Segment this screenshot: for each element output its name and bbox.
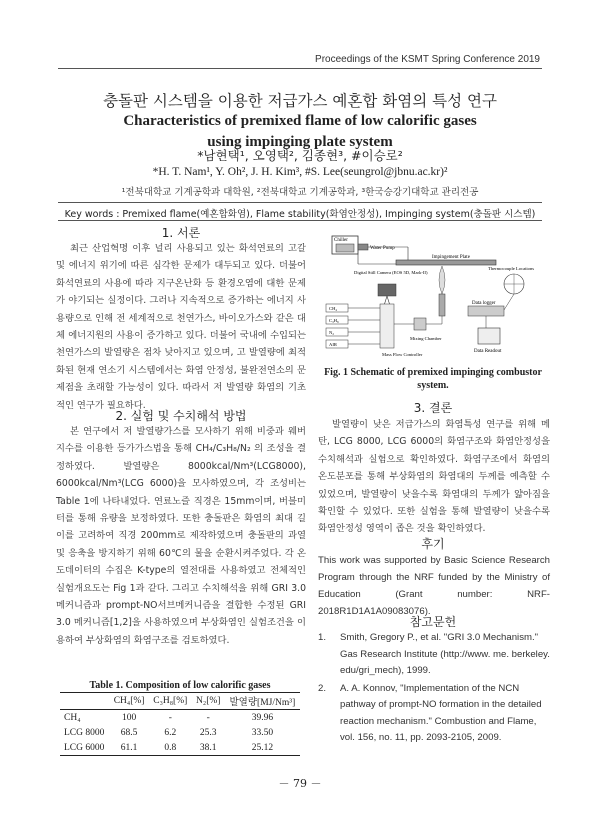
page-number: － 79 － <box>278 777 322 790</box>
gas-c3h8-label: C₃H₈ <box>329 318 339 323</box>
table-cell: 61.1 <box>109 740 149 756</box>
burner-nozzle <box>439 294 445 316</box>
keywords: Key words : Premixed flame(예혼합화염), Flame stability(화염안정성), Impinging system(충돌판 시스템) <box>64 209 536 220</box>
table-caption: Table 1. Composition of low calorific gases <box>89 680 271 691</box>
reference-text: A. A. Konnov, "Implementation of the NCN pathway of prompt-NO formation in the detailed reaction mechanism." Combustion and Flame, vol. 156, no. 11, pp. 2093-2105, 2009. <box>340 682 542 743</box>
section-conclusion-heading: 3. 결론 <box>413 401 453 415</box>
reference-item <box>318 681 550 747</box>
title-english-line1: Characteristics of premixed flame of low calorific gases <box>123 113 477 129</box>
table-cell: - <box>206 712 210 723</box>
data-readout-label: Data Readout <box>474 349 502 354</box>
camera-label: Digital Still Camera (EOS 5D, Mark-II) <box>354 270 428 275</box>
table-header-cell <box>60 693 109 710</box>
table-cell: 25.12 <box>225 740 300 756</box>
table-cell: LCG 8000 <box>64 727 105 738</box>
readout-monitor <box>478 328 500 344</box>
table-cell: 6.2 <box>164 727 177 738</box>
reference-item <box>318 630 550 680</box>
section-intro-heading: 1. 서론 <box>161 226 201 240</box>
section-method-heading: 2. 실험 및 수치해석 방법 <box>115 409 247 423</box>
flame <box>439 266 445 294</box>
reference-number: 2. <box>318 682 327 694</box>
affiliations: ¹전북대학교 기계공학과 대학원, ²전북대학교 기계공학과, ³한국승강기대학교 관리전공 <box>121 187 479 198</box>
conference-header: Proceedings of the KSMT Spring Conference 2019 <box>315 54 540 65</box>
gas-ch4-label: CH₄ <box>329 306 337 311</box>
water-pump-label: Water Pump <box>370 246 395 251</box>
mixing-chamber <box>414 318 426 330</box>
impingement-plate <box>396 260 496 265</box>
data-logger-label: Data logger <box>472 301 496 306</box>
section-method-body <box>56 423 306 649</box>
table-cell: LCG 6000 <box>60 740 109 756</box>
section-ack-heading: 후기 <box>421 537 445 551</box>
composition-table <box>60 692 300 756</box>
reference-number: 1. <box>318 632 327 643</box>
table-cell: 38.1 <box>192 740 225 756</box>
table-header-cell: 발열량[MJ/Nm³] <box>225 693 300 710</box>
table-cell: 100 <box>121 712 137 723</box>
header-rule <box>58 68 542 69</box>
chiller-label: Chiller <box>334 238 348 243</box>
table-row <box>60 710 300 726</box>
table-header-row <box>60 693 300 710</box>
table-cell: 0.8 <box>149 740 192 756</box>
mfc-label: Mass Flow Controller <box>382 352 423 357</box>
method-paragraph: 본 연구에서 저 발열량가스를 모사하기 위해 비중과 웨버지수를 이용한 등가가스법을 통해 CH₄/C₃H₈/N₂ 의 조성을 결정하였다. 발열량은 8000kcal/Nm³(LCG8000), 6000kcal/Nm³(LCG 6000)을 모사하였으며, 각 조성비는 Table 1에 나타내었다. 연료노즐 직경은 15mm이며, 버블미터를 통해 유량을 보정하였다. 또한 충돌판은 화염의 최대 길이를 고려하여 직경 200mm로 제작하였으며 충돌판의 과열 및 응축을 방지하기 위해 60℃의 물을 순환시켜주었다. 각 온도데이터의 수집은 K-type의 열전대를 사용하였고 전체적인 실험개요도는 Fig 1과 같다. 그리고 수치해석을 위해 GRI 3.0 메커니즘과 prompt-NO서브메커니즘을 결합한 수정된 GRI 3.0 메커니즘[1,2]을 사용하였으며 부상화염인 실험조건을 이용하여 부상화염의 화염구조를 검토하였다. <box>56 426 306 646</box>
keywords-top-rule <box>58 202 542 203</box>
section-conclusion-body <box>318 416 550 538</box>
schematic-figure <box>318 232 548 364</box>
thermocouple-label: Thermocouple Locations <box>488 266 535 271</box>
intro-paragraph: 최근 산업혁명 이후 널리 사용되고 있는 화석연료의 고갈 및 에너지 위기에 따른 심각한 문제가 대두되고 있다. 더불어 화석연료의 사용에 따라 지구온난화 등 환경오염에 대한 문제가 야기되는 실정이다. 그러나 지속적으로 증가하는 에너지 사용량으로 인해 전 세계적으로 천연가스, 바이오가스와 같은 대체 에너지원의 사용이 증가하고 있다. 더불어 국내에 수입되는 천연가스의 발열량은 점차 낮아지고 있으며, 고 발열량에 최적화된 현재 연소기 시스템에서는 화염 안정성, 불완전연소의 문제점을 초래할 가능성이 있다. 따라서 저 발열량 화염의 기초적인 연구가 필요하다. <box>56 243 306 411</box>
chiller-panel <box>336 244 354 252</box>
section-intro-body <box>56 240 306 414</box>
section-refs-heading: 참고문헌 <box>409 615 457 629</box>
water-pump <box>358 244 368 250</box>
table-cell: 25.3 <box>199 727 217 738</box>
table-header-cell: C₃H₈[%] <box>149 693 192 710</box>
table-row <box>60 740 300 756</box>
mixing-label: Mixing Chamber <box>410 336 442 341</box>
authors-english: *H. T. Nam¹, Y. Oh², J. H. Kim³, #S. Lee(seungrol@jbnu.ac.kr)² <box>152 166 448 178</box>
acknowledgment-body: This work was supported by Basic Science Research Program through the NRF funded by the Ministry of Education (Grant number: NRF-2018R1D1A1A09083076). <box>318 555 550 617</box>
figure-caption: Fig. 1 Schematic of premixed impinging combustor system. <box>324 367 542 391</box>
reference-text: Smith, Gregory P., et al. "GRI 3.0 Mechanism." Gas Research Institute (http://www. me. berkeley. edu/gri_mech), 1999. <box>340 632 550 676</box>
title-korean: 충돌판 시스템을 이용한 저급가스 예혼합 화염의 특성 연구 <box>103 92 497 110</box>
table-cell: CH₄ <box>64 712 81 723</box>
title-english-line2: using impinging plate system <box>207 134 393 150</box>
table-header-cell: CH₄[%] <box>109 693 149 710</box>
table-row <box>60 725 300 740</box>
conclusion-paragraph: 발열량이 낮은 저급가스의 화염특성 연구를 위해 메탄, LCG 8000, LCG 6000의 화염구조와 화염안정성을 수치해석과 실험으로 확인하였다. 화염구조에서 화염의 온도분포를 통해 부상화염의 화염대의 두께를 예측할 수 있었으며, 발열량이 낮을수록 화염대의 두께가 얇아짐을 확인할 수 있었다. 또한 실험을 통해 발열량이 낮을수록 화염안정성 영역이 좁은 것을 확인하였다. <box>318 419 550 535</box>
table-cell: 68.5 <box>120 727 138 738</box>
impingement-plate-label: Impingement Plate <box>432 255 470 260</box>
gas-n2-label: N₂ <box>329 330 334 335</box>
camera-body <box>378 284 396 296</box>
mass-flow-controller <box>380 304 394 348</box>
references-list <box>318 630 550 748</box>
gas-air-label: AIR <box>329 342 337 347</box>
table-header-cell: N₂[%] <box>192 693 225 710</box>
table-cell: 39.96 <box>251 712 274 723</box>
keywords-bottom-rule <box>58 220 542 221</box>
authors-korean: *남현택¹, 오영택², 김종현³, #이승로² <box>197 148 403 163</box>
table-cell: 33.50 <box>251 727 274 738</box>
table-cell: - <box>168 712 172 723</box>
logger-wire <box>504 294 514 310</box>
data-logger <box>468 306 504 316</box>
